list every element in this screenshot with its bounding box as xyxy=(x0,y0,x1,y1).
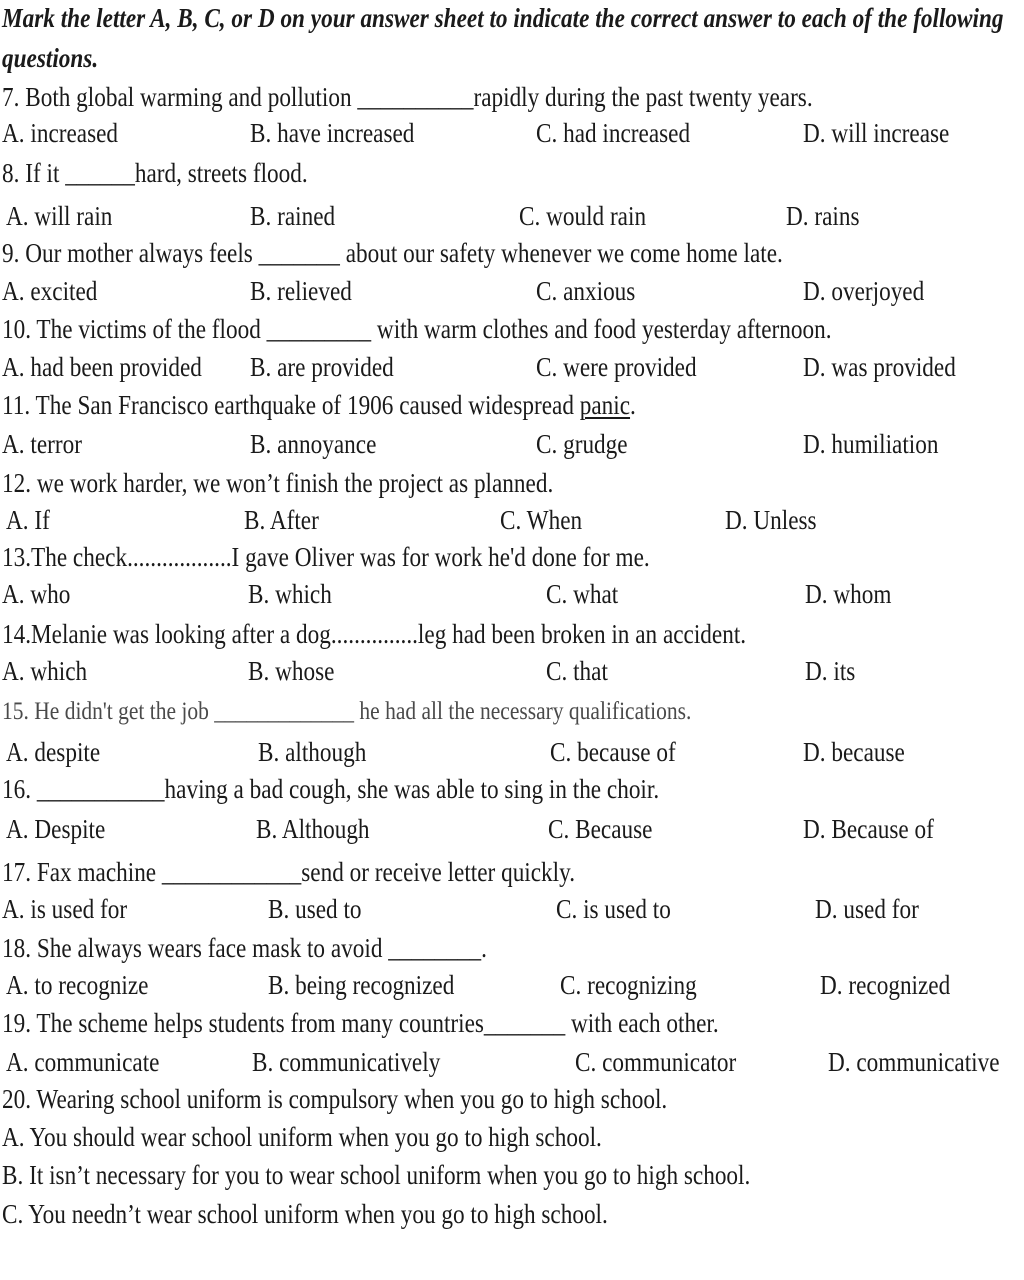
question-15-option-b: B. although xyxy=(258,737,367,767)
question-8-option-b: B. rained xyxy=(250,201,336,231)
question-14-option-a: A. which xyxy=(2,656,88,686)
question-18-stem: 18. She always wears face mask to avoid ________. xyxy=(2,933,487,963)
question-17-option-b: B. used to xyxy=(268,894,362,924)
question-9-stem: 9. Our mother always feels _______ about our safety whenever we come home late. xyxy=(2,238,783,268)
question-13-option-a: A. who xyxy=(2,579,71,609)
question-13-option-d: D. whom xyxy=(805,579,892,609)
question-20-stem: 20. Wearing school uniform is compulsory when you go to high school. xyxy=(2,1084,668,1114)
instructions-line-1: Mark the letter A, B, C, or D on your answer sheet to indicate the correct answer to each of the following xyxy=(2,3,1004,33)
question-9-option-d: D. overjoyed xyxy=(803,276,925,306)
question-12-option-b: B. After xyxy=(244,505,319,535)
question-7-option-b: B. have increased xyxy=(250,118,415,148)
question-10-option-d: D. was provided xyxy=(803,352,956,382)
question-9-option-a: A. excited xyxy=(2,276,98,306)
question-13-option-c: C. what xyxy=(546,579,619,609)
question-13-option-b: B. which xyxy=(248,579,332,609)
question-12-option-c: C. When xyxy=(500,505,583,535)
question-7-option-a: A. increased xyxy=(2,118,119,148)
question-17-option-a: A. is used for xyxy=(2,894,128,924)
question-10-option-b: B. are provided xyxy=(250,352,394,382)
question-10-stem: 10. The victims of the flood _________ with warm clothes and food yesterday afternoon. xyxy=(2,314,832,344)
instructions-line-2: questions. xyxy=(2,43,99,73)
question-18-option-b: B. being recognized xyxy=(268,970,455,1000)
question-14-option-c: C. that xyxy=(546,656,608,686)
question-12-option-d: D. Unless xyxy=(725,505,817,535)
question-20-option-a: A. You should wear school uniform when you go to high school. xyxy=(2,1122,602,1152)
question-12-option-a: A. If xyxy=(6,505,50,535)
question-7-option-d: D. will increase xyxy=(803,118,950,148)
question-16-option-b: B. Although xyxy=(256,814,370,844)
question-15-option-c: C. because of xyxy=(550,737,676,767)
question-15-option-d: D. because xyxy=(803,737,905,767)
question-19-option-b: B. communicatively xyxy=(252,1047,441,1077)
question-8-stem: 8. If it ______hard, streets flood. xyxy=(2,158,308,188)
question-9-option-b: B. relieved xyxy=(250,276,352,306)
question-11-underlined-word: panic xyxy=(579,390,631,420)
question-11-stem-end: . xyxy=(630,390,636,420)
question-15-stem: 15. He didn't get the job _____________ he had all the necessary qualifications. xyxy=(2,698,692,725)
question-20-option-c: C. You needn’t wear school uniform when you go to high school. xyxy=(2,1199,608,1229)
question-18-option-a: A. to recognize xyxy=(6,970,149,1000)
question-8-option-a: A. will rain xyxy=(6,201,113,231)
question-11-option-c: C. grudge xyxy=(536,429,628,459)
question-18-option-c: C. recognizing xyxy=(560,970,697,1000)
question-11-stem-text: 11. The San Francisco earthquake of 1906 caused widespread xyxy=(2,390,580,420)
question-19-option-c: C. communicator xyxy=(575,1047,737,1077)
question-8-option-d: D. rains xyxy=(786,201,860,231)
question-17-option-c: C. is used to xyxy=(556,894,671,924)
question-10-option-a: A. had been provided xyxy=(2,352,202,382)
question-18-option-d: D. recognized xyxy=(820,970,951,1000)
question-17-option-d: D. used for xyxy=(815,894,919,924)
question-16-option-d: D. Because of xyxy=(803,814,934,844)
question-19-option-a: A. communicate xyxy=(6,1047,160,1077)
question-19-stem: 19. The scheme helps students from many countries_______ with each other. xyxy=(2,1008,719,1038)
question-16-option-a: A. Despite xyxy=(6,814,106,844)
question-11-stem xyxy=(2,389,636,421)
question-20-option-b: B. It isn’t necessary for you to wear school uniform when you go to high school. xyxy=(2,1160,751,1190)
question-17-stem: 17. Fax machine ____________send or receive letter quickly. xyxy=(2,857,576,887)
question-16-option-c: C. Because xyxy=(548,814,653,844)
question-16-stem: 16. ___________having a bad cough, she was able to sing in the choir. xyxy=(2,774,660,804)
question-7-option-c: C. had increased xyxy=(536,118,691,148)
question-10-option-c: C. were provided xyxy=(536,352,697,382)
question-14-option-b: B. whose xyxy=(248,656,335,686)
question-14-stem: 14.Melanie was looking after a dog...............leg had been broken in an accident. xyxy=(2,619,747,649)
question-11-option-a: A. terror xyxy=(2,429,82,459)
question-19-option-d: D. communicative xyxy=(828,1047,1000,1077)
question-15-option-a: A. despite xyxy=(6,737,101,767)
question-12-stem: 12. we work harder, we won’t finish the project as planned. xyxy=(2,468,554,498)
question-8-option-c: C. would rain xyxy=(519,201,647,231)
question-9-option-c: C. anxious xyxy=(536,276,636,306)
question-14-option-d: D. its xyxy=(805,656,856,686)
question-11-option-b: B. annoyance xyxy=(250,429,377,459)
question-7-stem: 7. Both global warming and pollution __________rapidly during the past twenty years. xyxy=(2,82,813,112)
question-11-option-d: D. humiliation xyxy=(803,429,939,459)
question-13-stem: 13.The check..................I gave Oliver was for work he'd done for me. xyxy=(2,542,650,572)
